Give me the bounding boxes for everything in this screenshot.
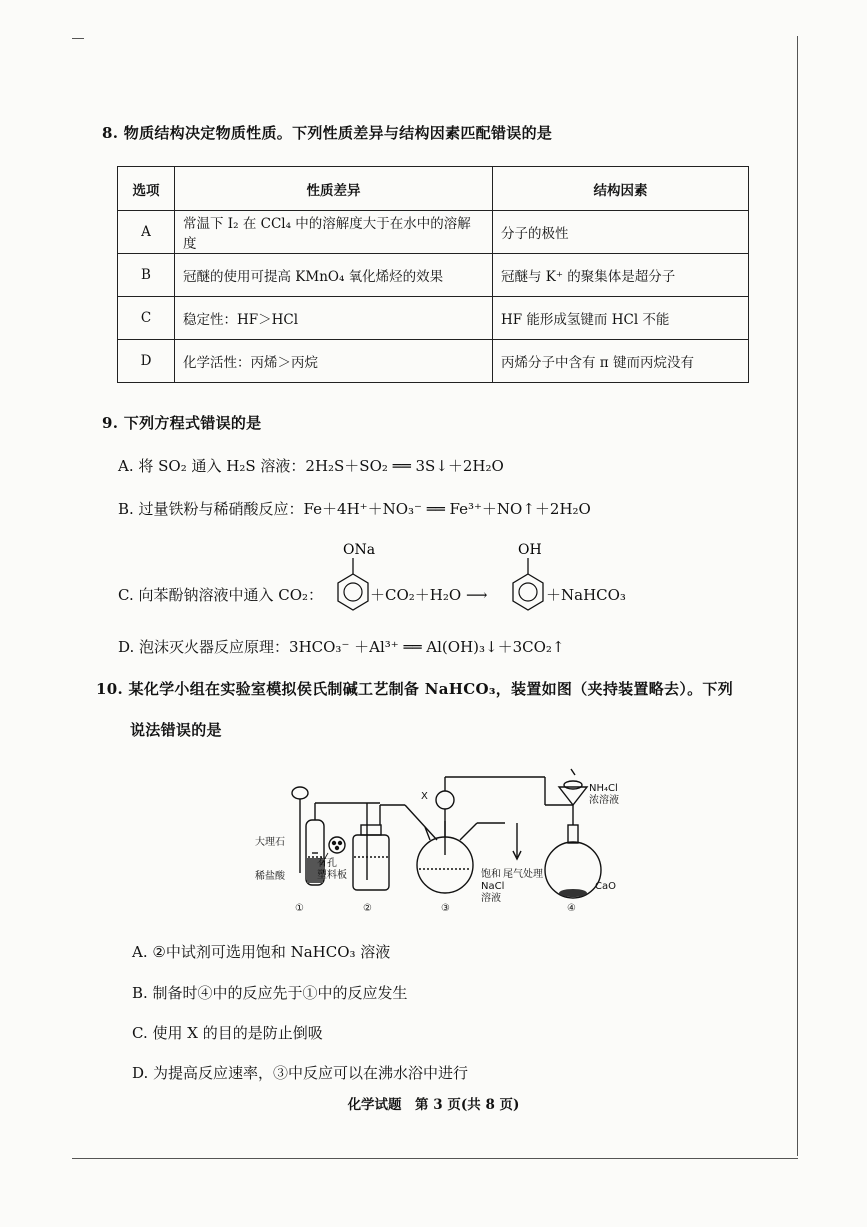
q9-option-b: B. 过量铁粉与稀硝酸反应：Fe＋4H⁺＋NO₃⁻ ══ Fe³⁺＋NO↑＋2H₂O [118, 500, 591, 518]
q10-option-c: C. 使用 X 的目的是防止倒吸 [132, 1024, 323, 1042]
row-factor: HF 能形成氢键而 HCl 不能 [493, 297, 749, 340]
label-sat-1: 饱和 [481, 869, 501, 880]
q9-option-c [118, 538, 758, 618]
row-factor: 丙烯分子中含有 π 键而丙烷没有 [493, 340, 749, 383]
label-plate-2: 塑料板 [317, 870, 347, 881]
right-scan-edge [797, 36, 798, 1156]
q9-option-a: A. 将 SO₂ 通入 H₂S 溶液：2H₂S＋SO₂ ══ 3S↓＋2H₂O [118, 457, 504, 475]
row-property: 常温下 I₂ 在 CCl₄ 中的溶解度大于在水中的溶解度 [175, 211, 493, 254]
label-n4: ④ [567, 903, 576, 914]
q8-stem: 8. 物质结构决定物质性质。下列性质差异与结构因素匹配错误的是 [102, 124, 553, 142]
header-option: 选项 [118, 167, 175, 211]
row-property: 化学活性：丙烯＞丙烷 [175, 340, 493, 383]
q9-c-mid: ＋CO₂＋H₂O ⟶ [370, 586, 488, 604]
q9-option-d: D. 泡沫灭火器反应原理：3HCO₃⁻ ＋Al³⁺ ══ Al(OH)₃↓＋3CO₂↑ [118, 638, 565, 656]
label-tail-gas: 尾气处理 [503, 869, 543, 880]
q9-c-suffix: ＋NaHCO₃ [546, 586, 626, 604]
q10-option-d: D. 为提高反应速率，③中反应可以在沸水浴中进行 [132, 1064, 469, 1082]
label-n2: ② [363, 903, 372, 914]
apparatus-diagram [255, 765, 655, 925]
bottom-scan-edge [72, 1158, 798, 1159]
sodium-phenoxide-structure [323, 538, 383, 618]
label-nh4cl-1: NH₄Cl [589, 783, 618, 794]
q8-table [117, 166, 749, 383]
page-footer: 化学试题 第 3 页(共 8 页) [347, 1097, 520, 1113]
row-property: 冠醚的使用可提高 KMnO₄ 氧化烯烃的效果 [175, 254, 493, 297]
q9-stem: 9. 下列方程式错误的是 [102, 414, 262, 432]
table-row [118, 340, 749, 383]
label-n1: ① [295, 903, 304, 914]
label-marble: 大理石 [255, 837, 285, 848]
q9-c-prefix: C. 向苯酚钠溶液中通入 CO₂： [118, 586, 324, 604]
table-header-row [118, 167, 749, 211]
q10-option-b: B. 制备时④中的反应先于①中的反应发生 [132, 984, 408, 1002]
label-x: X [421, 791, 428, 802]
ona-label: ONa [343, 542, 376, 558]
label-sat-2: NaCl [481, 881, 505, 892]
q10-stem-line2: 说法错误的是 [130, 721, 222, 739]
label-nh4cl-2: 浓溶液 [589, 795, 619, 806]
row-property: 稳定性：HF＞HCl [175, 297, 493, 340]
label-sat-3: 溶液 [481, 893, 501, 904]
row-label: D [118, 340, 175, 383]
row-label: B [118, 254, 175, 297]
header-factor: 结构因素 [493, 167, 749, 211]
label-acid: 稀盐酸 [255, 871, 285, 882]
q10-option-a: A. ②中试剂可选用饱和 NaHCO₃ 溶液 [132, 943, 391, 961]
table-row [118, 211, 749, 254]
row-label: C [118, 297, 175, 340]
label-n3: ③ [441, 903, 450, 914]
table-row [118, 254, 749, 297]
label-plate-1: 有孔 [317, 858, 337, 869]
row-label: A [118, 211, 175, 254]
row-factor: 冠醚与 K⁺ 的聚集体是超分子 [493, 254, 749, 297]
top-scan-mark [72, 38, 84, 39]
phenol-structure [498, 538, 558, 618]
table-row [118, 297, 749, 340]
label-cao: CaO [595, 881, 616, 892]
header-property: 性质差异 [175, 167, 493, 211]
oh-label: OH [518, 542, 542, 558]
q10-stem-line1: 10. 某化学小组在实验室模拟侯氏制碱工艺制备 NaHCO₃，装置如图（夹持装置略去）。下列 [96, 680, 734, 698]
row-factor: 分子的极性 [493, 211, 749, 254]
